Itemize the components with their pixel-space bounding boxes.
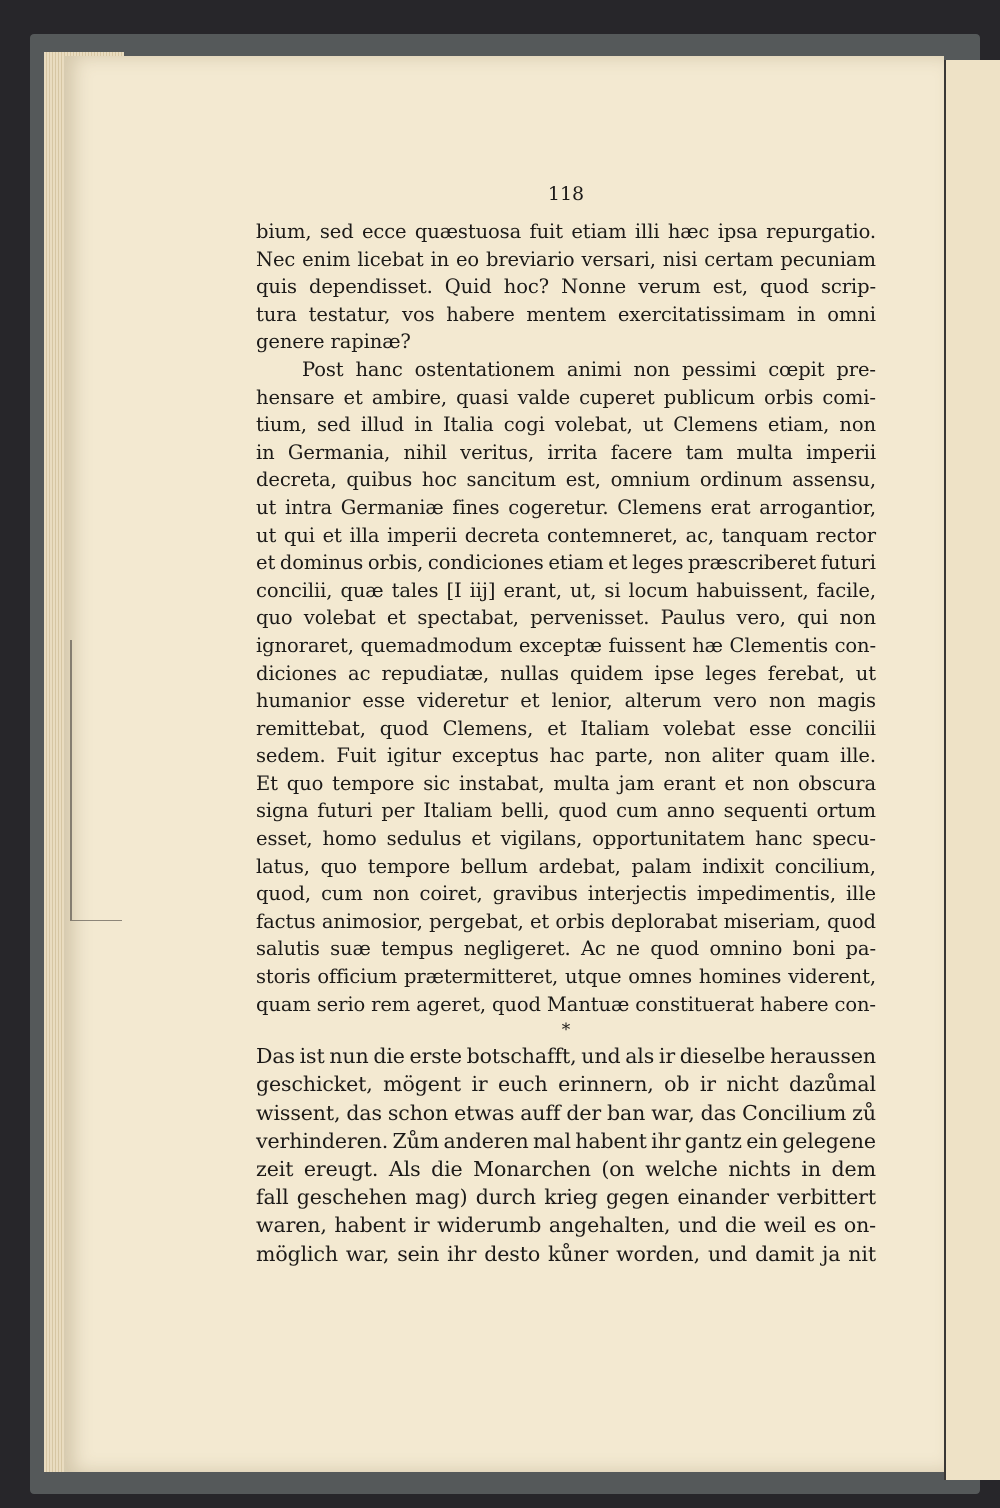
text-line: Et quo tempore sic instabat, multa jam erant et non obscura <box>256 771 876 795</box>
text-line: wissent, das schon etwas auff der ban war, das Concilium zů <box>256 1100 876 1125</box>
text-line: latus, quo tempore bellum ardebat, palam indixit concilium, <box>256 854 876 878</box>
text-line: storis officium prætermitteret, utque omnes homines viderent, <box>256 965 876 989</box>
text-line: genere rapinæ? <box>256 330 411 354</box>
text-line: fall geschehen mag) durch krieg gegen einander verbittert <box>256 1185 876 1210</box>
text-line: et dominus orbis, condiciones etiam et leges præscriberet futuri <box>256 551 876 575</box>
text-line: hensare et ambire, quasi valde cuperet publicum orbis comi- <box>256 385 876 409</box>
text-line: remittebat, quod Clemens, et Italiam volebat esse concilii <box>256 716 876 740</box>
section-separator: * <box>561 1020 571 1041</box>
text-line: Das ist nun die erste botschafft, und als ir dieselbe heraussen <box>256 1044 876 1069</box>
text-line: ut intra Germaniæ fines cogeretur. Clemens erat arrogantior, <box>256 495 876 519</box>
text-line: quo volebat et spectabat, pervenisset. Paulus vero, qui non <box>256 606 876 630</box>
text-line: factus animosior, pergebat, et orbis deplorabat miseriam, quod <box>256 909 876 933</box>
page-text <box>256 176 876 1268</box>
text-line: bium, sed ecce quæstuosa fuit etiam illi hæc ipsa repurgatio. <box>256 220 876 243</box>
text-line: quis dependisset. Quid hoc? Nonne verum est, quod scrip- <box>256 275 876 299</box>
text-line: decreta, quibus hoc sancitum est, omnium ordinum assensu, <box>256 468 876 492</box>
text-line: verhinderen. Zům anderen mal habent ihr gantz ein gelegene <box>256 1128 876 1153</box>
text-line: tura testatur, vos habere mentem exercitatissimam in omni <box>256 302 876 326</box>
text-line: tium, sed illud in Italia cogi volebat, ut Clemens etiam, non <box>256 413 876 437</box>
text-line: esset, homo sedulus et vigilans, opportunitatem hanc specu- <box>256 827 876 851</box>
text-line: ut qui et illa imperii decreta contemneret, ac, tanquam rector <box>256 523 876 547</box>
page-number: 118 <box>547 183 585 205</box>
text-line: möglich war, sein ihr desto kůner worden, und damit ja nit <box>256 1241 876 1266</box>
text-line: waren, habent ir widerumb angehalten, und die weil es on- <box>256 1213 876 1238</box>
text-line: in Germania, nihil veritus, irrita facere tam multa imperii <box>256 440 876 464</box>
text-line: humanior esse videretur et lenior, alterum vero non magis <box>256 689 876 713</box>
text-line: Post hanc ostentationem animi non pessimi cœpit pre- <box>302 357 876 381</box>
text-line: Nec enim licebat in eo breviario versari, nisi certam pecuniam <box>256 247 876 271</box>
german-paragraph <box>256 1042 876 1268</box>
text-line: signa futuri per Italiam belli, quod cum anno sequenti ortum <box>256 799 876 823</box>
text-line: concilii, quæ tales [I iij] erant, ut, si locum habuissent, facile, <box>256 578 876 602</box>
text-line: salutis suæ tempus negligeret. Ac ne quod omnino boni pa- <box>256 937 876 961</box>
text-line: quam serio rem ageret, quod Mantuæ constituerat habere con- <box>256 992 876 1016</box>
text-line: zeit ereugt. Als die Monarchen (on welche nichts in dem <box>256 1156 876 1181</box>
latin-paragraphs <box>256 218 876 1018</box>
facing-page-edge <box>944 60 1000 1480</box>
text-line: geschicket, mögent ir euch erinnern, ob ir nicht dazůmal <box>256 1072 876 1097</box>
text-line: sedem. Fuit igitur exceptus hac parte, non aliter quam ille. <box>256 744 876 768</box>
text-line: diciones ac repudiatæ, nullas quidem ipse leges ferebat, ut <box>256 661 876 685</box>
margin-mark <box>70 640 122 921</box>
text-line: quod, cum non coiret, gravibus interjectis impedimentis, ille <box>256 882 876 906</box>
text-line: ignoraret, quemadmodum exceptæ fuissent hæ Clementis con- <box>256 633 876 657</box>
